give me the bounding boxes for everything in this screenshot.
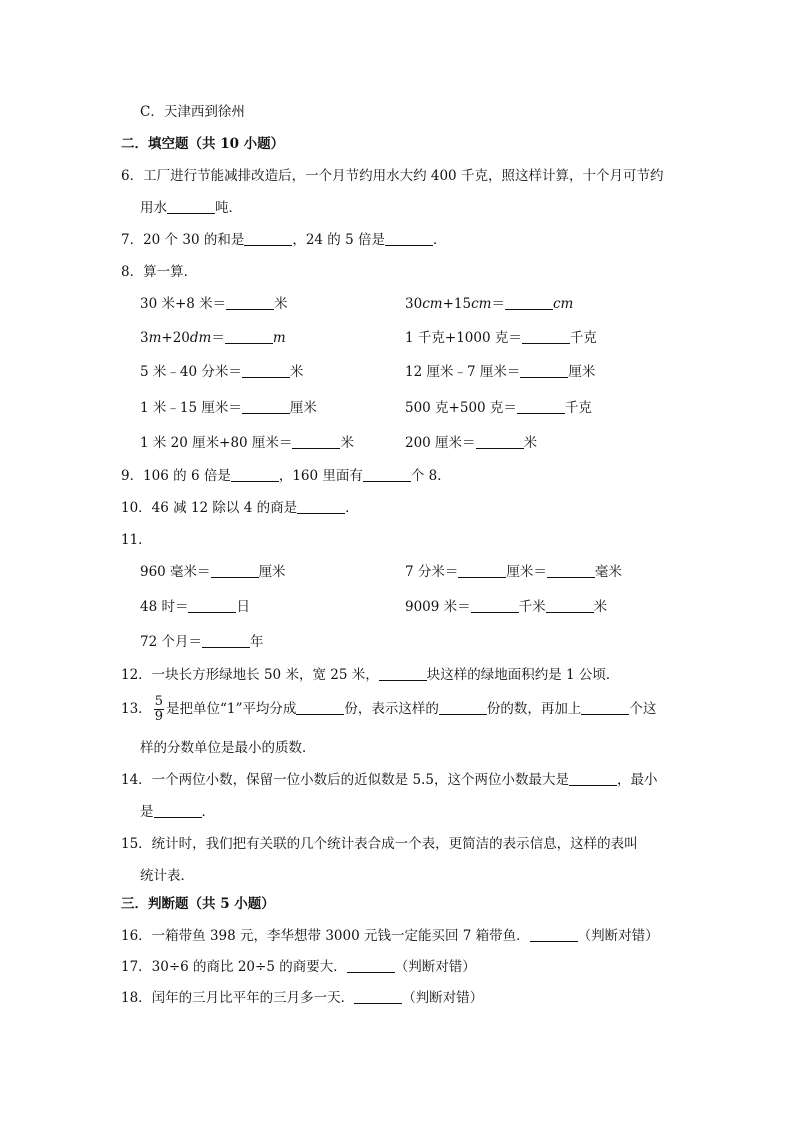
q8-row-3-right (405, 362, 595, 382)
q8-unit: cm (422, 296, 443, 312)
q8-row-2-right (405, 328, 597, 348)
question-17 (121, 957, 476, 977)
answer-blank[interactable] (226, 295, 274, 310)
q8-unit: m (272, 330, 286, 346)
question-9 (121, 466, 451, 486)
q11-row-1-left (140, 562, 286, 582)
q8-row-5-left (140, 433, 354, 453)
q7-text-a: 7．20 个 30 的和是 (121, 232, 245, 248)
answer-blank[interactable] (347, 958, 395, 973)
section-2-title-text: 二．填空题（共 10 小题） (121, 136, 285, 152)
q11-row-2-right (405, 597, 607, 617)
q10-text-a: 10．46 减 12 除以 4 的商是 (121, 500, 298, 516)
q13-text-c: 份的数，再加上 (486, 701, 582, 717)
answer-blank[interactable] (385, 231, 433, 246)
q8-expr: +20 (161, 330, 190, 346)
question-11 (121, 530, 152, 550)
answer-blank[interactable] (546, 598, 594, 613)
answer-blank[interactable] (517, 399, 565, 414)
q11-unit: 日 (236, 599, 250, 615)
q8-expr: 30 米+8 米＝ (140, 296, 227, 312)
fraction (154, 695, 164, 724)
q8-expr: 1 米 20 厘米+80 厘米＝ (140, 435, 293, 451)
q9-text-c: 个 8． (410, 468, 451, 484)
section-3-title-text: 三．判断题（共 5 小题） (121, 896, 275, 912)
answer-blank[interactable] (547, 563, 595, 578)
answer-blank[interactable] (225, 329, 273, 344)
q12-text-a: 12．一块长方形绿地长 50 米，宽 25 米， (121, 667, 379, 683)
answer-blank[interactable] (242, 363, 290, 378)
answer-blank[interactable] (520, 363, 568, 378)
q8-row-4-left (140, 398, 317, 418)
q8-expr: ＝ (491, 296, 505, 312)
answer-blank[interactable] (211, 563, 259, 578)
q8-expr: 12 厘米﹣7 厘米＝ (405, 364, 521, 380)
q6-text: 6．工厂进行节能减排改造后，一个月节约用水大约 400 千克，照这样计算，十个月可节约 (121, 168, 664, 184)
q14-text-b: ，最小 (616, 772, 658, 788)
section-2-title (121, 134, 284, 154)
q11-row-3 (140, 632, 263, 652)
q11-unit: 千米 (518, 599, 546, 615)
q8-unit: m (148, 330, 162, 346)
answer-blank[interactable] (296, 700, 344, 715)
answer-blank[interactable] (522, 329, 570, 344)
answer-blank[interactable] (167, 199, 215, 214)
judge-hint: （判断对错） (577, 928, 659, 944)
answer-blank[interactable] (581, 700, 629, 715)
q8-unit: 厘米 (289, 400, 317, 416)
q9-text-a: 9．106 的 6 倍是 (121, 468, 231, 484)
answer-blank[interactable] (569, 771, 617, 786)
q11-unit: 毫米 (594, 564, 622, 580)
q8-row-2-left (140, 328, 286, 348)
q8-expr: 30 (405, 296, 423, 312)
question-13-line-2 (140, 738, 316, 758)
answer-blank[interactable] (363, 467, 411, 482)
q8-expr: 500 克+500 克＝ (405, 400, 517, 416)
q17-text: 17．30÷6 的商比 20÷5 的商要大． (121, 959, 347, 975)
q8-expr: 1 米﹣15 厘米＝ (140, 400, 242, 416)
answer-blank[interactable] (188, 598, 236, 613)
section-3-title (121, 894, 275, 914)
q11-expr: 9009 米＝ (405, 599, 471, 615)
question-6-line-1 (121, 166, 663, 186)
q8-expr: 1 千克+1000 克＝ (405, 330, 522, 346)
question-12 (121, 665, 619, 685)
q15-text: 15．统计时，我们把有关联的几个统计表合成一个表，更简洁的表示信息，这样的表叫 (121, 836, 638, 852)
question-15-line-1 (121, 834, 638, 854)
q11-row-1-right (405, 562, 622, 582)
q8-row-4-right (405, 398, 592, 418)
answer-blank[interactable] (505, 295, 553, 310)
q8-expr: 3 (140, 330, 149, 346)
q8-unit: 米 (289, 364, 304, 380)
q8-unit: 千克 (569, 330, 597, 346)
q14-text-a: 14．一个两位小数，保留一位小数后的近似数是 5.5，这个两位小数最大是 (121, 772, 569, 788)
q8-unit: 厘米 (568, 364, 596, 380)
q8-row-1-left (140, 294, 288, 314)
answer-blank[interactable] (458, 563, 506, 578)
q8-row-1-right (405, 294, 573, 314)
q6-text-a: 用水 (140, 200, 167, 216)
judge-hint: （判断对错） (402, 990, 484, 1006)
fraction-numerator: 5 (154, 694, 163, 709)
question-14-line-1 (121, 770, 657, 790)
q7-text-b: ，24 的 5 倍是 (292, 232, 385, 248)
answer-blank[interactable] (476, 434, 524, 449)
q13-text-d: 个这 (629, 701, 657, 717)
q8-expr: 5 米﹣40 分米＝ (140, 364, 242, 380)
question-18 (121, 988, 483, 1008)
question-15-line-2 (140, 866, 194, 886)
q11-expr: 7 分米＝ (405, 564, 459, 580)
question-13-line-1 (121, 694, 656, 724)
q9-text-b: ，160 里面有 (278, 468, 363, 484)
q11-unit: 年 (249, 634, 264, 650)
q7-text-c: ． (432, 232, 447, 248)
q11-unit: 厘米 (258, 564, 286, 580)
q6-text-b: 吨． (215, 200, 242, 216)
q8-expr: ＝ (211, 330, 225, 346)
q11-row-2-left (140, 597, 250, 617)
answer-blank[interactable] (471, 598, 519, 613)
question-6-line-2 (140, 198, 242, 218)
q8-row-3-left (140, 362, 303, 382)
q8-unit: dm (189, 330, 212, 346)
answer-blank[interactable] (354, 989, 402, 1004)
q18-text: 18．闰年的三月比平年的三月多一天． (121, 990, 355, 1006)
option-c (140, 102, 245, 122)
q13-text-b: 份，表示这样的 (344, 701, 439, 717)
question-8 (121, 262, 197, 282)
q8-unit: 米 (523, 435, 538, 451)
q8-unit: 米 (340, 435, 354, 451)
q14-text-c: 是 (140, 804, 154, 820)
q8-unit: cm (471, 296, 492, 312)
q16-text: 16．一箱带鱼 398 元，李华想带 3000 元钱一定能买回 7 箱带鱼． (121, 928, 530, 944)
q15-text-line-2: 统计表． (140, 868, 194, 884)
question-10 (121, 498, 359, 518)
q8-expr: 200 厘米＝ (405, 435, 476, 451)
q13-text-line-2: 样的分数单位是最小的质数． (140, 740, 316, 756)
q8-row-5-right (405, 433, 537, 453)
fraction-denominator: 9 (154, 709, 163, 724)
answer-blank[interactable] (439, 700, 487, 715)
answer-blank[interactable] (297, 499, 345, 514)
q10-text-b: ． (345, 500, 359, 516)
answer-blank[interactable] (154, 803, 202, 818)
q8-text: 8．算一算． (121, 264, 198, 280)
answer-blank[interactable] (244, 231, 292, 246)
option-c-text: C．天津西到徐州 (140, 104, 245, 120)
q8-unit: 米 (274, 296, 288, 312)
q8-unit: 千克 (564, 400, 592, 416)
answer-blank[interactable] (530, 927, 578, 942)
answer-blank[interactable] (379, 666, 427, 681)
q8-expr: +15 (442, 296, 472, 312)
q14-text-d: ． (201, 804, 215, 820)
answer-blank[interactable] (242, 399, 290, 414)
q11-text: 11． (121, 532, 152, 548)
question-16 (121, 926, 659, 946)
answer-blank[interactable] (231, 467, 279, 482)
question-14-line-2 (140, 802, 215, 822)
q12-text-b: 块这样的绿地面积约是 1 公顷． (426, 667, 620, 683)
answer-blank[interactable] (292, 434, 340, 449)
q8-unit: cm (552, 296, 574, 312)
q13-text-a: 是把单位“1”平均分成 (165, 701, 297, 717)
question-7 (121, 230, 446, 250)
judge-hint: （判断对错） (394, 959, 476, 975)
q11-unit: 厘米＝ (506, 564, 547, 580)
q11-unit: 米 (593, 599, 608, 615)
answer-blank[interactable] (202, 633, 250, 648)
q13-number: 13． (121, 701, 152, 717)
q11-expr: 960 毫米＝ (140, 564, 211, 580)
q11-expr: 48 时＝ (140, 599, 189, 615)
q11-expr: 72 个月＝ (140, 634, 202, 650)
